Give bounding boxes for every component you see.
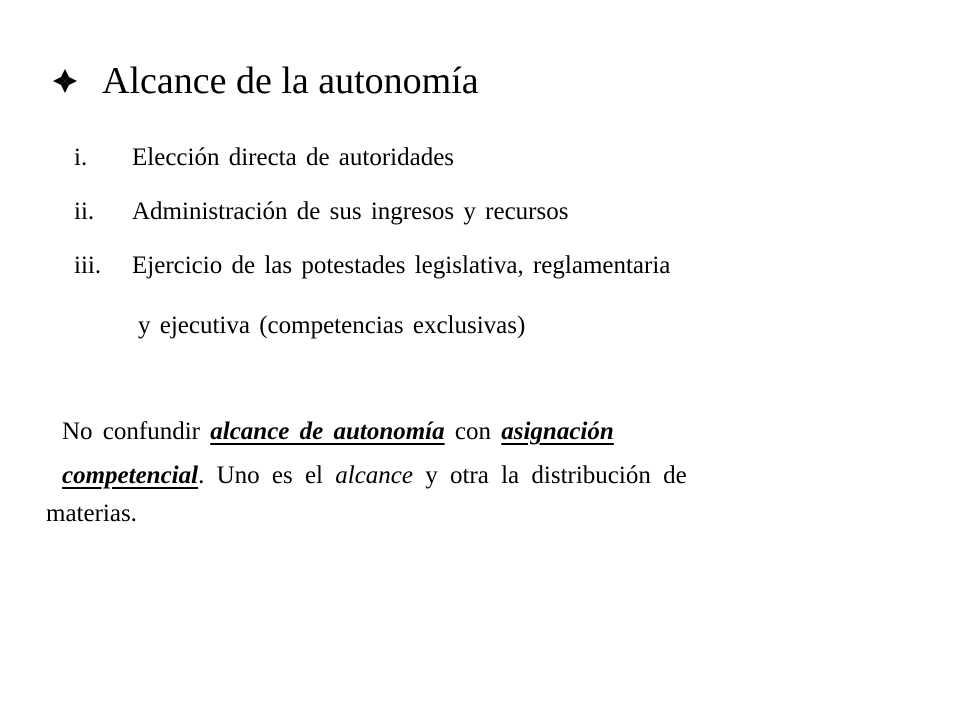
list-item-number: ii.: [74, 198, 95, 225]
note-text: con: [454, 418, 491, 445]
note-line-3: [46, 500, 904, 540]
list-item: [74, 144, 934, 198]
page-title: Alcance de la autonomía: [102, 60, 479, 102]
note-line-1: [62, 418, 904, 462]
list-item-number: i.: [74, 144, 88, 171]
list-item-continuation: y ejecutiva (competencias exclusivas): [138, 312, 526, 339]
note-text: No confundir: [62, 418, 200, 445]
list-item-number: iii.: [74, 252, 102, 279]
note-text: y otra la distribución de: [425, 462, 687, 489]
autonomy-list: [74, 144, 934, 306]
emphasized-term: asignación: [501, 418, 614, 445]
note-paragraph: [46, 418, 904, 540]
list-item-text: Elección directa de autoridades: [132, 144, 455, 171]
list-item: [74, 198, 934, 252]
note-text: . Uno es el: [198, 462, 323, 489]
diamond-bullet-icon: [52, 68, 78, 94]
list-item-text: Administración de sus ingresos y recursos: [132, 198, 569, 225]
list-item-text: Ejercicio de las potestades legislativa, reglamentaria: [132, 252, 671, 279]
slide-heading: [52, 62, 479, 100]
italic-term: alcance: [335, 462, 413, 489]
note-text: materias.: [46, 500, 137, 527]
list-item: [74, 252, 934, 306]
emphasized-term: competencial: [62, 462, 199, 489]
emphasized-term: alcance de autonomía: [210, 418, 445, 445]
